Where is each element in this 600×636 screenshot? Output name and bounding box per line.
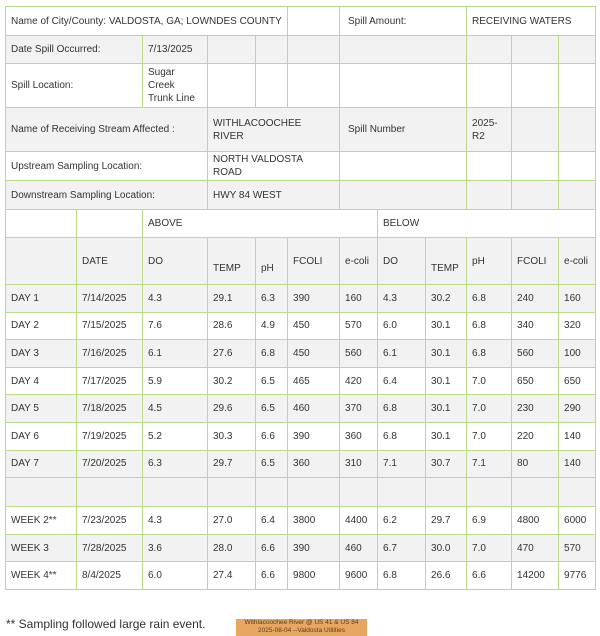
cell-a-ecoli: 160 <box>340 285 378 313</box>
photo-caption-stamp <box>236 619 367 636</box>
cell-b-fcoli: 560 <box>512 340 559 368</box>
cell-b-ph: 6.6 <box>467 562 512 590</box>
cell-a-ph: 6.6 <box>256 562 288 590</box>
above-ecoli-header: e-coli <box>340 238 378 285</box>
cell-b-ph: 7.0 <box>467 395 512 423</box>
cell-date: 7/20/2025 <box>77 450 143 478</box>
upstream-location-value: NORTH VALDOSTA ROAD <box>208 152 340 181</box>
cell-date: 7/23/2025 <box>77 507 143 535</box>
cell-a-ph: 6.5 <box>256 367 288 395</box>
cell-a-do: 6.0 <box>143 562 208 590</box>
cell-b-ph: 6.8 <box>467 312 512 340</box>
cell-b-temp: 30.1 <box>426 312 467 340</box>
cell-b-ph: 7.0 <box>467 422 512 450</box>
cell-b-fcoli: 220 <box>512 422 559 450</box>
cell-date: 7/14/2025 <box>77 285 143 313</box>
cell-a-temp: 30.3 <box>208 422 256 450</box>
spill-number-label: Spill Number <box>340 108 467 152</box>
table-row <box>6 507 596 535</box>
cell-a-ecoli: 570 <box>340 312 378 340</box>
cell-b-ecoli: 320 <box>559 312 596 340</box>
spill-location-label: Spill Location: <box>6 64 143 108</box>
cell-a-do: 5.2 <box>143 422 208 450</box>
table-row <box>6 367 596 395</box>
receiving-stream-label: Name of Receiving Stream Affected : <box>6 108 208 152</box>
below-fcoli-header: FCOLI <box>512 238 559 285</box>
cell-label: DAY 6 <box>6 422 77 450</box>
cell-b-do: 6.8 <box>378 562 426 590</box>
empty-cell <box>288 7 340 36</box>
cell-a-temp: 29.1 <box>208 285 256 313</box>
cell-b-temp: 29.7 <box>426 507 467 535</box>
cell-a-fcoli: 3800 <box>288 507 340 535</box>
cell-date: 8/4/2025 <box>77 562 143 590</box>
downstream-location-value: HWY 84 WEST <box>208 181 340 210</box>
cell-label: WEEK 3 <box>6 534 77 562</box>
below-ph-header: pH <box>467 238 512 285</box>
spill-amount-value: RECEIVING WATERS <box>467 7 596 36</box>
cell-label: DAY 3 <box>6 340 77 368</box>
table-row <box>6 312 596 340</box>
footnote: ** Sampling followed large rain event. <box>6 617 206 631</box>
cell-a-ph: 6.5 <box>256 450 288 478</box>
cell-label: DAY 7 <box>6 450 77 478</box>
cell-b-do: 6.0 <box>378 312 426 340</box>
cell-a-fcoli: 450 <box>288 340 340 368</box>
cell-b-ph: 7.1 <box>467 450 512 478</box>
cell-b-fcoli: 230 <box>512 395 559 423</box>
table-row <box>6 562 596 590</box>
cell-b-do: 7.1 <box>378 450 426 478</box>
cell-b-temp: 30.1 <box>426 395 467 423</box>
cell-a-do: 7.6 <box>143 312 208 340</box>
table-row <box>6 422 596 450</box>
spill-report-table <box>5 6 596 590</box>
cell-a-temp: 29.6 <box>208 395 256 423</box>
cell-b-temp: 30.0 <box>426 534 467 562</box>
cell-b-temp: 30.1 <box>426 422 467 450</box>
cell-a-temp: 27.4 <box>208 562 256 590</box>
below-group-header: BELOW <box>378 210 596 238</box>
cell-a-do: 4.5 <box>143 395 208 423</box>
city-county-label: Name of City/County: VALDOSTA, GA; LOWNDES COUNTY <box>6 7 288 36</box>
cell-b-temp: 30.2 <box>426 285 467 313</box>
cell-a-temp: 27.6 <box>208 340 256 368</box>
cell-a-temp: 27.0 <box>208 507 256 535</box>
cell-b-ecoli: 650 <box>559 367 596 395</box>
above-ph-header: pH <box>256 238 288 285</box>
cell-a-do: 6.3 <box>143 450 208 478</box>
cell-a-fcoli: 9800 <box>288 562 340 590</box>
spill-location-value: Sugar Creek Trunk Line <box>143 64 208 108</box>
cell-b-do: 6.4 <box>378 367 426 395</box>
cell-b-ecoli: 570 <box>559 534 596 562</box>
cell-a-do: 4.3 <box>143 285 208 313</box>
cell-b-ph: 7.0 <box>467 534 512 562</box>
cell-a-ecoli: 4400 <box>340 507 378 535</box>
spacer-row <box>6 478 596 507</box>
cell-label: DAY 1 <box>6 285 77 313</box>
spill-number-value: 2025-R2 <box>467 108 512 152</box>
stamp-line-2: 2025-08-04 --Valdosta Utilities <box>258 626 345 634</box>
cell-a-do: 4.3 <box>143 507 208 535</box>
cell-a-ph: 6.4 <box>256 507 288 535</box>
cell-a-do: 3.6 <box>143 534 208 562</box>
cell-b-ecoli: 290 <box>559 395 596 423</box>
cell-date: 7/28/2025 <box>77 534 143 562</box>
cell-a-fcoli: 390 <box>288 534 340 562</box>
cell-a-ecoli: 460 <box>340 534 378 562</box>
cell-a-ph: 6.5 <box>256 395 288 423</box>
cell-a-temp: 28.6 <box>208 312 256 340</box>
cell-a-ecoli: 420 <box>340 367 378 395</box>
cell-label: DAY 2 <box>6 312 77 340</box>
cell-date: 7/15/2025 <box>77 312 143 340</box>
cell-a-fcoli: 360 <box>288 450 340 478</box>
cell-a-ph: 4.9 <box>256 312 288 340</box>
cell-b-fcoli: 470 <box>512 534 559 562</box>
cell-a-ecoli: 9600 <box>340 562 378 590</box>
stamp-line-1: Withlacoochee River @ US 41 & US 84 <box>244 619 359 626</box>
cell-b-do: 6.1 <box>378 340 426 368</box>
cell-a-fcoli: 460 <box>288 395 340 423</box>
cell-a-ph: 6.6 <box>256 422 288 450</box>
cell-b-do: 6.7 <box>378 534 426 562</box>
table-row <box>6 340 596 368</box>
cell-a-ecoli: 360 <box>340 422 378 450</box>
cell-b-temp: 30.7 <box>426 450 467 478</box>
cell-b-temp: 30.1 <box>426 367 467 395</box>
below-do-header: DO <box>378 238 426 285</box>
cell-b-do: 6.8 <box>378 422 426 450</box>
cell-a-fcoli: 450 <box>288 312 340 340</box>
cell-b-fcoli: 240 <box>512 285 559 313</box>
cell-b-temp: 26.6 <box>426 562 467 590</box>
above-fcoli-header: FCOLI <box>288 238 340 285</box>
date-occurred-value: 7/13/2025 <box>143 36 208 64</box>
cell-a-ecoli: 370 <box>340 395 378 423</box>
cell-a-fcoli: 390 <box>288 285 340 313</box>
cell-a-temp: 29.7 <box>208 450 256 478</box>
above-temp-header: TEMP <box>208 238 256 285</box>
table-row <box>6 534 596 562</box>
cell-date: 7/17/2025 <box>77 367 143 395</box>
cell-label: DAY 4 <box>6 367 77 395</box>
cell-a-ph: 6.8 <box>256 340 288 368</box>
upstream-location-label: Upstream Sampling Location: <box>6 152 208 181</box>
cell-b-ph: 6.8 <box>467 285 512 313</box>
below-temp-header: TEMP <box>426 238 467 285</box>
cell-b-fcoli: 340 <box>512 312 559 340</box>
cell-b-ecoli: 140 <box>559 450 596 478</box>
cell-a-fcoli: 390 <box>288 422 340 450</box>
cell-a-temp: 30.2 <box>208 367 256 395</box>
cell-b-ph: 6.8 <box>467 340 512 368</box>
cell-b-ecoli: 9776 <box>559 562 596 590</box>
cell-a-do: 5.9 <box>143 367 208 395</box>
cell-label: DAY 5 <box>6 395 77 423</box>
receiving-stream-value: WITHLACOOCHEE RIVER <box>208 108 340 152</box>
cell-b-do: 4.3 <box>378 285 426 313</box>
above-do-header: DO <box>143 238 208 285</box>
cell-b-do: 6.2 <box>378 507 426 535</box>
table-row <box>6 285 596 313</box>
cell-b-fcoli: 80 <box>512 450 559 478</box>
date-occurred-label: Date Spill Occurred: <box>6 36 143 64</box>
cell-a-ecoli: 310 <box>340 450 378 478</box>
cell-date: 7/18/2025 <box>77 395 143 423</box>
above-group-header: ABOVE <box>143 210 378 238</box>
cell-b-temp: 30.1 <box>426 340 467 368</box>
cell-a-ph: 6.6 <box>256 534 288 562</box>
cell-a-ecoli: 560 <box>340 340 378 368</box>
date-column-header: DATE <box>77 238 143 285</box>
cell-b-do: 6.8 <box>378 395 426 423</box>
cell-b-ph: 7.0 <box>467 367 512 395</box>
cell-b-fcoli: 650 <box>512 367 559 395</box>
downstream-location-label: Downstream Sampling Location: <box>6 181 208 210</box>
table-row <box>6 395 596 423</box>
cell-b-fcoli: 4800 <box>512 507 559 535</box>
cell-a-temp: 28.0 <box>208 534 256 562</box>
cell-b-ecoli: 6000 <box>559 507 596 535</box>
cell-a-fcoli: 465 <box>288 367 340 395</box>
below-ecoli-header: e-coli <box>559 238 596 285</box>
cell-a-ph: 6.3 <box>256 285 288 313</box>
cell-date: 7/19/2025 <box>77 422 143 450</box>
cell-a-do: 6.1 <box>143 340 208 368</box>
spill-amount-label: Spill Amount: <box>340 7 467 36</box>
cell-b-ph: 6.9 <box>467 507 512 535</box>
table-row <box>6 450 596 478</box>
cell-b-ecoli: 160 <box>559 285 596 313</box>
cell-label: WEEK 2** <box>6 507 77 535</box>
cell-b-fcoli: 14200 <box>512 562 559 590</box>
cell-b-ecoli: 100 <box>559 340 596 368</box>
cell-label: WEEK 4** <box>6 562 77 590</box>
cell-date: 7/16/2025 <box>77 340 143 368</box>
cell-b-ecoli: 140 <box>559 422 596 450</box>
